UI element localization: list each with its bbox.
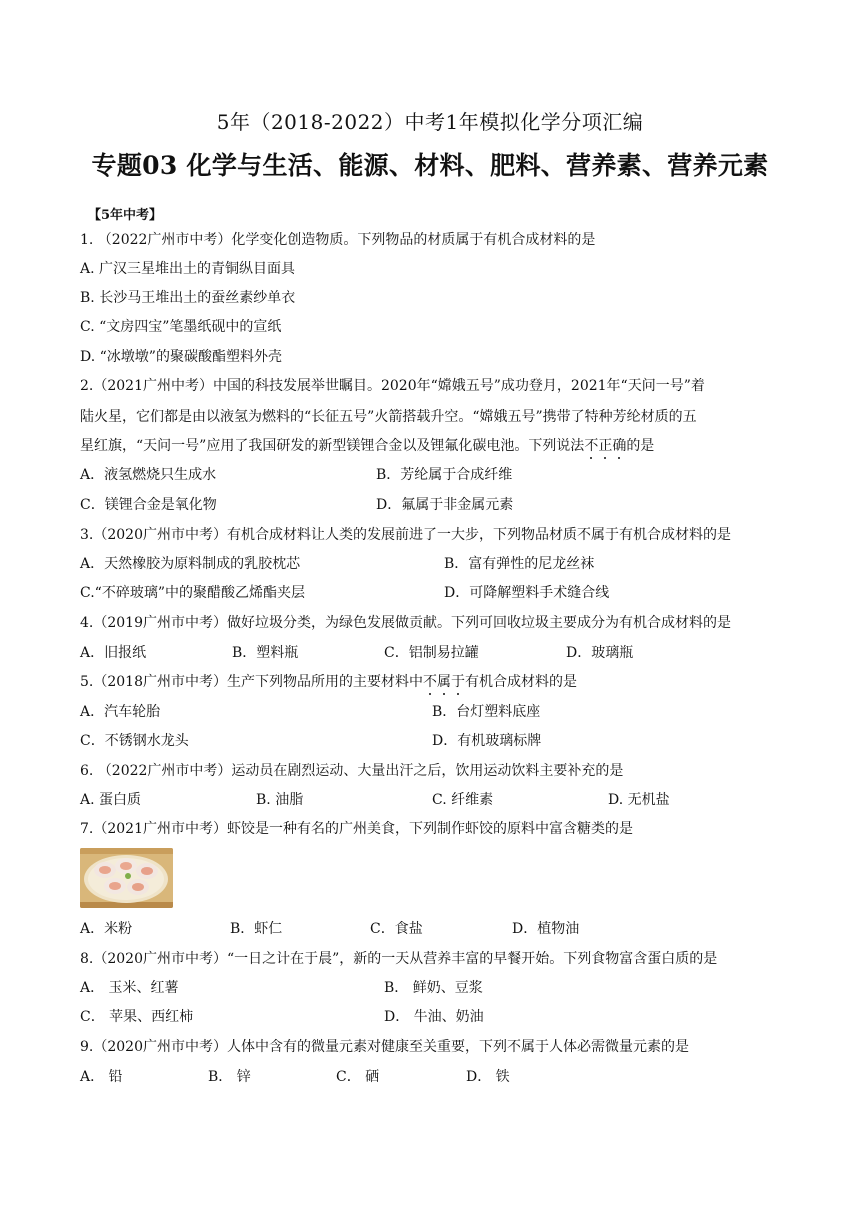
question-4-option-d: D．玻璃瓶 — [566, 645, 634, 661]
question-2-line-1: 2.（2021广州中考）中国的科技发展举世瞩目。2020年“嫦娥五号”成功登月，2021年“天问一号”着 — [80, 378, 705, 394]
section-heading: 【5年中考】 — [88, 208, 163, 223]
question-3-stem: 3.（2020广州市中考）有机合成材料让人类的发展前进了一大步，下列物品材质不属于有机合成材料的是 — [80, 527, 731, 543]
question-2-option-b: B．芳纶属于合成纤维 — [376, 467, 513, 483]
emphasis-dot: 属 — [437, 674, 451, 690]
question-8-stem: 8.（2020广州市中考）“一日之计在于晨”，新的一天从营养丰富的早餐开始。下列食物富含蛋白质的是 — [80, 951, 718, 967]
question-9-stem: 9.（2020广州市中考）人体中含有的微量元素对健康至关重要，下列不属于人体必需微量元素的是 — [80, 1039, 689, 1055]
question-6-option-a: A. 蛋白质 — [80, 792, 142, 808]
question-8-option-d: D． 牛油、奶油 — [384, 1009, 484, 1025]
question-9-option-a: A． 铅 — [80, 1069, 123, 1085]
question-7-stem: 7.（2021广州市中考）虾饺是一种有名的广州美食，下列制作虾饺的原料中富含糖类的是 — [80, 821, 633, 837]
question-9-option-d: D． 铁 — [466, 1069, 510, 1085]
question-7-option-a: A．米粉 — [80, 921, 133, 937]
question-5-option-d: D．有机玻璃标牌 — [432, 733, 542, 749]
question-3-option-c: C.“不碎玻璃”中的聚醋酸乙烯酯夹层 — [80, 585, 305, 601]
question-2-line-2: 陆火星，它们都是由以液氢为燃料的“长征五号”火箭搭载升空。“嫦娥五号”携带了特种芳纶材质的五 — [80, 409, 697, 425]
emphasis-dot: 不 — [423, 674, 437, 690]
emphasis-dot: 确 — [612, 438, 627, 454]
shrimp-dumpling-photo — [80, 848, 173, 908]
question-6-stem: 6. （2022广州市中考）运动员在剧烈运动、大量出汗之后，饮用运动饮料主要补充的是 — [80, 763, 624, 779]
question-1-option-c: C. “文房四宝”笔墨纸砚中的宣纸 — [80, 319, 282, 335]
question-8-option-b: B． 鲜奶、豆浆 — [384, 980, 483, 996]
document-subtitle: 专题03 化学与生活、能源、材料、肥料、营养素、营养元素 — [91, 151, 769, 180]
question-3-option-a: A．天然橡胶为原料制成的乳胶枕芯 — [80, 556, 301, 572]
question-1-option-d: D. “冰墩墩”的聚碳酸酯塑料外壳 — [80, 349, 282, 365]
question-2-option-c: C．镁锂合金是氧化物 — [80, 497, 217, 513]
question-5-option-b: B．台灯塑料底座 — [432, 704, 541, 720]
question-8-option-c: C． 苹果、西红柿 — [80, 1009, 194, 1025]
document-title: 5年（2018-2022）中考1年模拟化学分项汇编 — [216, 110, 644, 134]
question-4-option-a: A．旧报纸 — [80, 645, 147, 661]
question-2-line-3: 星红旗，“天问一号”应用了我国研发的新型镁锂合金以及锂氟化碳电池。下列说法不正确的是 — [80, 438, 655, 454]
question-1-option-b: B. 长沙马王堆出土的蚕丝素纱单衣 — [80, 290, 296, 306]
question-4-option-b: B．塑料瓶 — [232, 645, 299, 661]
question-3-option-b: B．富有弹性的尼龙丝袜 — [444, 556, 595, 572]
emphasis-dot: 不 — [584, 438, 599, 454]
question-6-option-d: D. 无机盐 — [608, 792, 670, 808]
question-7-option-c: C．食盐 — [370, 921, 423, 937]
question-2-option-a: A．液氢燃烧只生成水 — [80, 467, 217, 483]
question-9-option-c: C． 硒 — [336, 1069, 380, 1085]
question-6-option-b: B. 油脂 — [256, 792, 304, 808]
question-4-stem: 4.（2019广州市中考）做好垃圾分类，为绿色发展做贡献。下列可回收垃圾主要成分为有机合成材料的是 — [80, 615, 731, 631]
question-4-option-c: C．铝制易拉罐 — [384, 645, 479, 661]
question-1-option-a: A. 广汉三星堆出土的青铜纵目面具 — [80, 261, 296, 277]
emphasis-dot: 于 — [451, 674, 465, 690]
question-7-option-d: D．植物油 — [512, 921, 580, 937]
question-5-option-c: C．不锈钢水龙头 — [80, 733, 189, 749]
question-7-option-b: B．虾仁 — [230, 921, 283, 937]
question-5-option-a: A．汽车轮胎 — [80, 704, 161, 720]
question-3-option-d: D．可降解塑料手术缝合线 — [444, 585, 610, 601]
question-2-option-d: D．氟属于非金属元素 — [376, 497, 514, 513]
question-6-option-c: C. 纤维素 — [432, 792, 494, 808]
question-1-stem: 1. （2022广州市中考）化学变化创造物质。下列物品的材质属于有机合成材料的是 — [80, 232, 596, 248]
question-5-stem: 5.（2018广州市中考）生产下列物品所用的主要材料中不属于有机合成材料的是 — [80, 674, 577, 690]
question-9-option-b: B． 锌 — [208, 1069, 251, 1085]
emphasis-dot: 正 — [598, 438, 613, 454]
question-8-option-a: A． 玉米、红薯 — [80, 980, 179, 996]
